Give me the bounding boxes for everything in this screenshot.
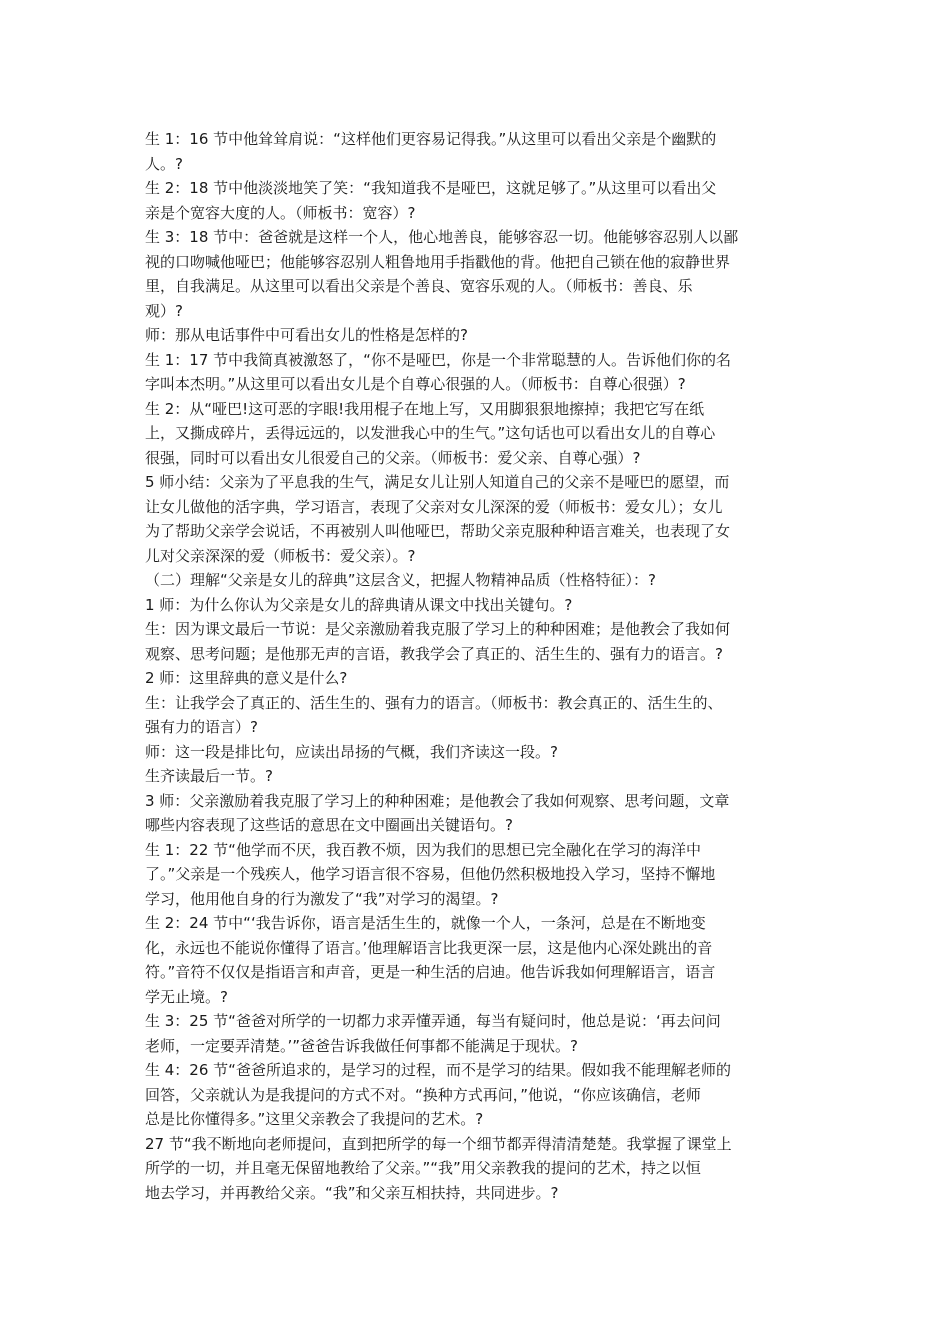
text-line: 生 1：17 节中我简真被激怒了，“你不是哑巴，你是一个非常聪慧的人。告诉他们你的名: [145, 350, 731, 369]
document-body: [145, 127, 810, 1205]
text-line: 生 3：25 节“爸爸对所学的一切都力求弄懂弄通，每当有疑问时，他总是说：‘再去问问: [145, 1012, 721, 1030]
text-line: 师：这一段是排比句，应读出昂扬的气概，我们齐读这一段。?: [145, 742, 558, 761]
text-line: 让女儿做他的活字典，学习语言，表现了父亲对女儿深深的爱（师板书：爱女儿）；女儿: [145, 497, 723, 516]
text-line: 生：因为课文最后一节说：是父亲激励着我克服了学习上的种种困难；是他教会了我如何: [145, 620, 731, 638]
text-line: 地去学习，并再教给父亲。“我”和父亲互相扶持，共同进步。?: [145, 1183, 559, 1202]
text-line: 人。?: [145, 154, 183, 173]
text-line: 3 师：父亲激励着我克服了学习上的种种困难；是他教会了我如何观察、思考问题，文章: [145, 791, 730, 810]
text-line: 视的口吻喊他哑巴；他能够容忍别人粗鲁地用手指戳他的背。他把自己锁在他的寂静世界: [145, 252, 731, 271]
text-line: 老师，一定要弄清楚。’”爸爸告诉我做任何事都不能满足于现状。?: [145, 1036, 579, 1055]
text-line: 很强，同时可以看出女儿很爱自己的父亲。（师板书：爱父亲、自尊心强）?: [145, 448, 641, 467]
text-line: 生齐读最后一节。?: [145, 767, 273, 785]
text-line: 所学的一切，并且毫无保留地教给了父亲。”“我”用父亲教我的提问的艺术，持之以恒: [145, 1159, 701, 1177]
text-line: 总是比你懂得多。”这里父亲教会了我提问的艺术。?: [145, 1110, 484, 1128]
text-line: 师：那从电话事件中可看出女儿的性格是怎样的?: [145, 326, 468, 344]
text-line: 哪些内容表现了这些话的意思在文中圈画出关键语句。?: [145, 816, 513, 834]
text-line: 生 3：18 节中：爸爸就是这样一个人，他心地善良，能够容忍一切。他能够容忍别人以鄙: [145, 228, 739, 246]
text-line: 2 师：这里辞典的意义是什么?: [145, 669, 348, 687]
text-line: 5 师小结：父亲为了平息我的生气，满足女儿让别人知道自己的父亲不是哑巴的愿望，而: [145, 473, 730, 491]
text-line: 生：让我学会了真正的、活生生的、强有力的语言。（师板书：教会真正的、活生生的、: [145, 693, 723, 712]
text-line: 里，自我满足。从这里可以看出父亲是个善良、宽容乐观的人。（师板书：善良、乐: [145, 277, 693, 295]
text-line: 27 节“我不断地向老师提问，直到把所学的每一个细节都弄得清清楚楚。我掌握了课堂上: [145, 1134, 732, 1153]
section-heading: （二）理解“父亲是女儿的辞典”这层含义，把握人物精神品质（性格特征）：?: [145, 571, 657, 589]
text-line: 化，永远也不能说你懂得了语言。’他理解语言比我更深一层，这是他内心深处跳出的音: [145, 938, 713, 957]
text-line: 了。”父亲是一个残疾人，他学习语言很不容易，但他仍然积极地投入学习，坚持不懈地: [145, 865, 716, 883]
text-line: 强有力的语言）?: [145, 718, 258, 736]
text-line: 为了帮助父亲学会说话，不再被别人叫他哑巴，帮助父亲克服种种语言难关，也表现了女: [145, 522, 731, 540]
text-line: 观）?: [145, 301, 183, 320]
text-line: 生 4：26 节“爸爸所追求的，是学习的过程，而不是学习的结果。假如我不能理解老师的: [145, 1061, 731, 1079]
text-line: 生 2：18 节中他淡淡地笑了笑：“我知道我不是哑巴，这就足够了。”从这里可以看出父: [145, 179, 717, 197]
text-line: 学无止境。?: [145, 987, 228, 1006]
text-line: 观察、思考问题；是他那无声的言语，教我学会了真正的、活生生的、强有力的语言。?: [145, 644, 723, 663]
text-line: 生 1：16 节中他耸耸肩说：“这样他们更容易记得我。”从这里可以看出父亲是个幽默的: [145, 130, 717, 148]
text-line: 上，又撕成碎片，丢得远远的，以发泄我心中的生气。”这句话也可以看出女儿的自尊心: [145, 424, 716, 442]
text-line: 符。”音符不仅仅是指语言和声音，更是一种生活的启迪。他告诉我如何理解语言，语言: [145, 963, 716, 981]
text-line: 生 2：从“哑巴!这可恶的字眼!我用棍子在地上写，又用脚狠狠地擦掉；我把它写在纸: [145, 399, 705, 418]
text-line: 生 2：24 节中“‘我告诉你，语言是活生生的，就像一个人，一条河，总是在不断地变: [145, 914, 706, 932]
text-line: 字叫本杰明。”从这里可以看出女儿是个自尊心很强的人。（师板书：自尊心很强）?: [145, 375, 686, 393]
text-line: 学习，他用他自身的行为激发了“我”对学习的渴望。?: [145, 889, 499, 908]
text-line: 回答，父亲就认为是我提问的方式不对。“换种方式再问，”他说，“你应该确信，老师: [145, 1085, 701, 1104]
text-line: 生 1：22 节“他学而不厌，我百教不烦，因为我们的思想已完全融化在学习的海洋中: [145, 840, 701, 859]
text-line: 儿对父亲深深的爱（师板书：爱父亲）。?: [145, 546, 416, 565]
text-line: 亲是个宽容大度的人。（师板书：宽容）?: [145, 203, 416, 222]
text-line: 1 师：为什么你认为父亲是女儿的辞典请从课文中找出关键句。?: [145, 595, 573, 614]
